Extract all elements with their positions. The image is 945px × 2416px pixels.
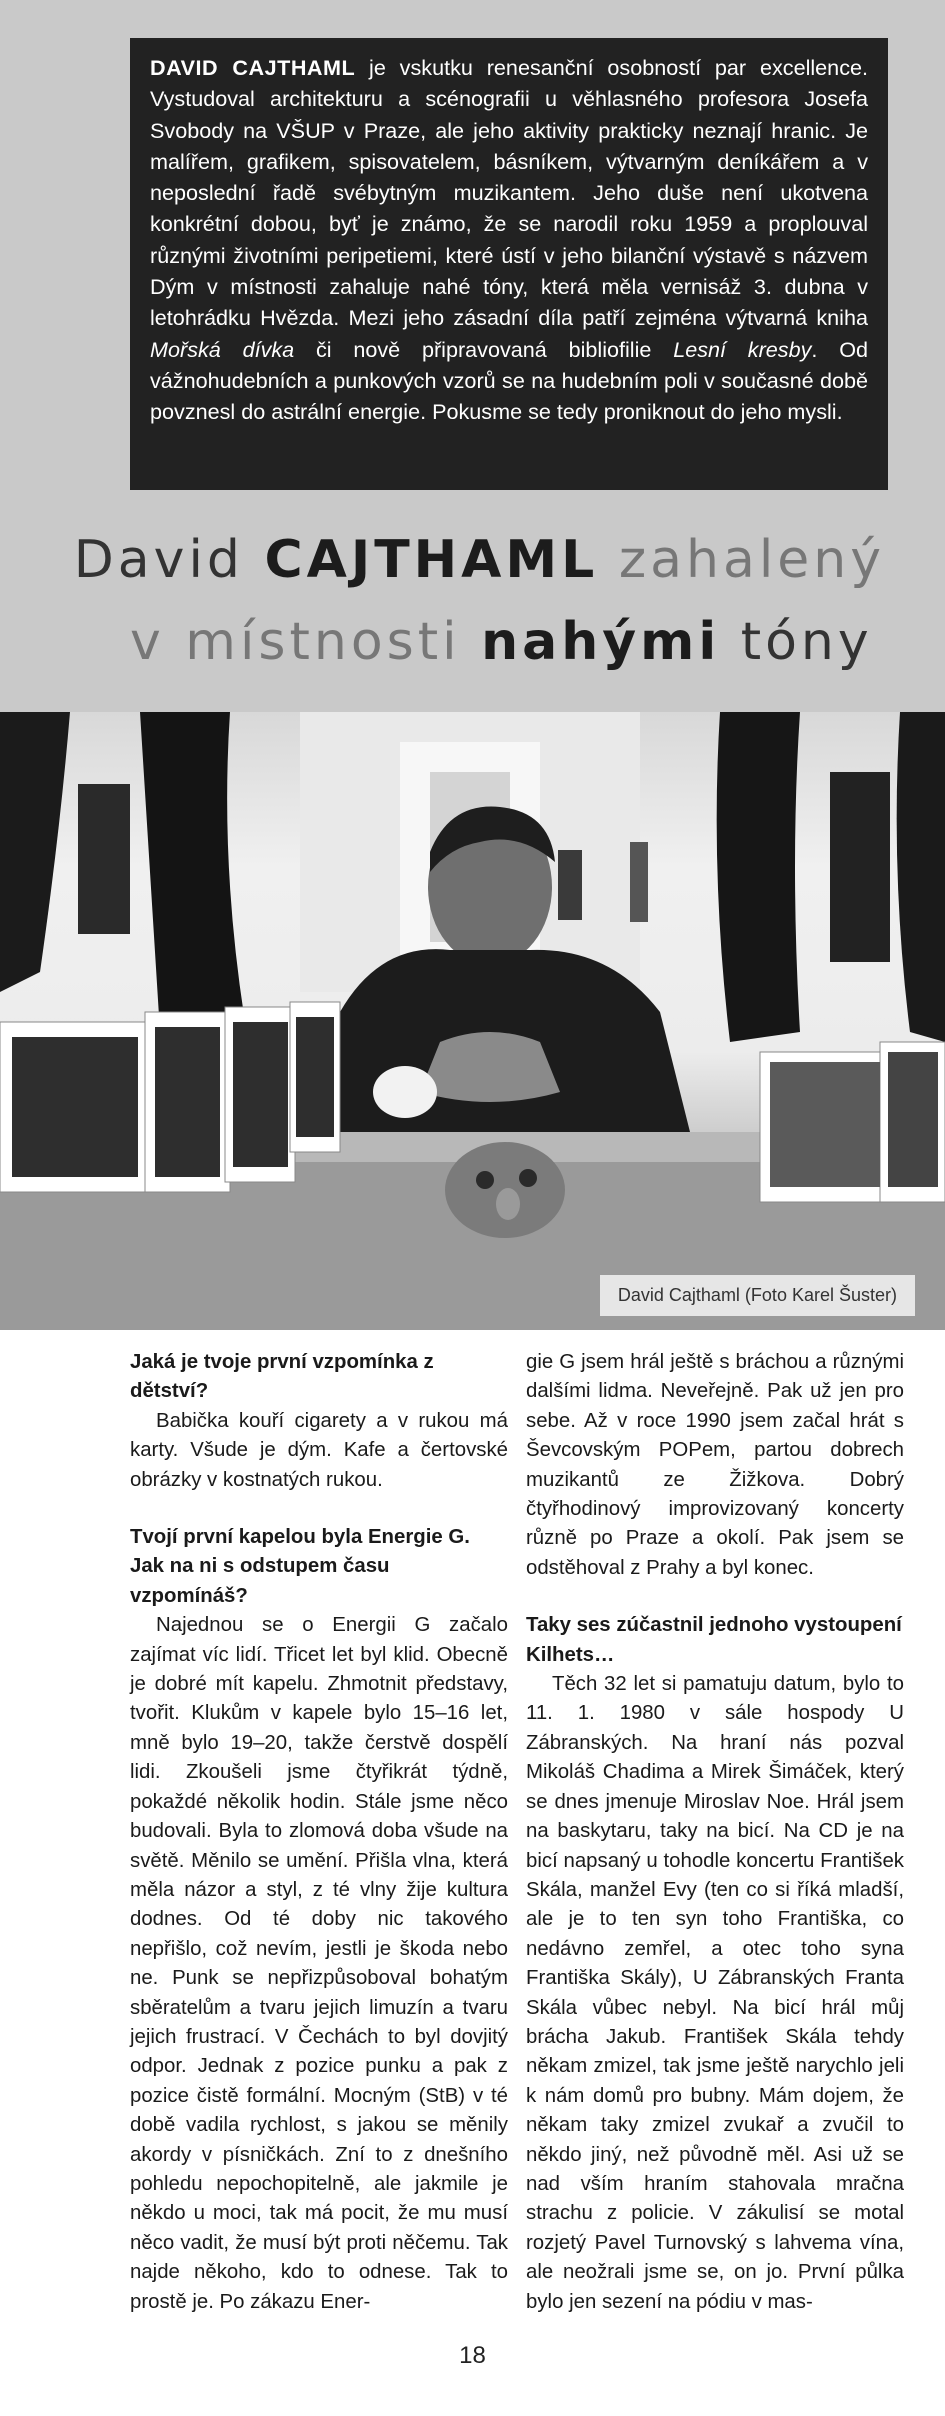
answer-3: Těch 32 let si pamatuju datum, bylo to 11. 1. 1980 v sále hospody U Zábranských. Na hraní nás pozval Mikoláš Chadima a Mirek Šimáček, který se dnes jmenuje Miroslav Noe. Hrál jsem na baskytaru, taky na bicí. Na CD je na bicí napsaný u tohodle koncertu František Skála, manžel Evy (ten co si říká mladší, ale je to ten syn toho Františka, co nedávno zemřel, a otec toho syna Františka Skály), U Zábranských Franta Skála vůbec nebyl. Na bicí hrál můj brácha Jakub. František Skála tehdy někam zmizel, tak jsme ještě narychlo jeli k nám domů pro bubny. Mám dojem, že někam taky zmizel zvukař a zvučil to někdo jiný, než původně měl. Asi už se nad vším hraním stahovala mračna strachu z policie. V zákulisí se motal rozjetý Pavel Turnovský s lahvema vína, ale neožrali jsme se, on jo. První půlka bylo jen sezení na pódiu v mas-: [526, 1673, 904, 2313]
intro-book-title-2: Lesní kresby: [673, 336, 812, 362]
title-first-name: David: [73, 530, 265, 590]
answer-2-part-2: gie G jsem hrál ještě s bráchou a různými dalšími lidma. Neveřejně. Pak už jen pro sebe. Až v roce 1990 jsem začal hrát s Ševcovským POPem, partou dobrech muzikantů ze Žižkova. Dobrý čtyřhodinový improvizovaný koncerty různě po Praze a okolí. Pak jsem se odstěhoval z Prahy a byl konec.: [526, 1351, 904, 1579]
page-number: 18: [459, 2342, 486, 2369]
photo-illustration: [0, 712, 945, 1330]
article-photo: [0, 712, 945, 1330]
intro-text: je vskutku renesanční osobností par excellence. Vystudoval architekturu a scénografii u věhlasného profesora Josefa Svobody na VŠUP v Praze, ale jeho aktivity prakticky neznají hranic. Je malířem, grafikem, spisovatelem, básníkem, výtvarným deníkářem a v neposlední řadě svébytným muzikantem. Jeho duše není ukotvena konkrétní dobou, byť je známo, že se narodil roku 1959 a proplouval různými životními peripetiemi, které ústí v jeho bilanční výstavě s názvem Dým v místnosti zahaluje nahé tóny, která měla vernisáž 3. dubna v letohrádku Hvězda. Mezi jeho zásadní díla patří zejména výtvarná kniha: [150, 55, 868, 331]
article-column-left: [130, 1348, 508, 2317]
title-surname: CAJTHAML: [264, 530, 599, 590]
title-word-zahaleny: zahalený: [598, 530, 885, 590]
title-word-tony: tóny: [720, 612, 873, 672]
title-word-mistnosti: v místnosti: [130, 612, 482, 672]
article-title-line-1: [74, 530, 885, 590]
photo-caption: David Cajthaml (Foto Karel Šuster): [600, 1275, 915, 1316]
intro-text-3: . Od vážnohudebních a punkových vzorů se na hudebním poli v současné době povznesl do astrální energie. Pokusme se tedy proniknout do jeho mysli.: [150, 336, 868, 425]
question-3: Taky ses zúčastnil jednoho vystoupení Kilhets…: [526, 1614, 902, 1666]
question-2: Tvojí první kapelou byla Energie G. Jak na ni s odstupem času vzpomínáš?: [130, 1526, 470, 1607]
question-1: Jaká je tvoje první vzpomínka z dětství?: [130, 1351, 434, 1403]
intro-text-2: či nově připravovaná bibliofilie: [294, 336, 674, 362]
intro-author-name: DAVID CAJTHAML: [150, 55, 356, 80]
article-column-right: [526, 1348, 904, 2317]
answer-1: Babička kouří cigarety a v rukou má karty. Všude je dým. Kafe a čertovské obrázky v kostnatých rukou.: [130, 1409, 508, 1491]
intro-box: [130, 38, 888, 490]
answer-2-part-1: Najednou se o Energii G začalo zajímat víc lidí. Třicet let byl klid. Obecně je dobré mít kapelu. Zhmotnit představy, tvořit. Klukům v kapele bylo 15–16 let, mně bylo 19–20, takže čerstvě dospělí lidi. Zkoušeli jsme čtyřikrát týdně, pokaždé několik hodin. Stále jsme něco budovali. Byla to zlomová doba všude na světě. Měnilo se umění. Přišla vlna, která měla názor a styl, z té vlny žije kultura dodnes. Od té doby nic takového nepřišlo, což nevím, jestli je škoda nebo ne. Punk se nepřizpůsoboval bohatým sběratelům a tvaru jejich limuzín a tvaru jejich frustrací. V Čechách to byl dovjitý odpor. Jednak z pozice punku a pak z pozice čistě formální. Mocným (StB) v té době vadila rychlost, s jakou se měnily akordy v písničkách. Zní to z dnešního pohledu nepochopitelně, ale jakmile je někdo u moci, tak má pocit, že mu musí něco vadit, že musí být proti něčemu. Tak najde někoho, kdo to odnese. Tak to prostě je. Po zákazu Ener-: [130, 1614, 508, 2313]
intro-book-title-1: Mořská dívka: [150, 336, 295, 362]
article-title-line-2: [130, 612, 873, 672]
title-word-nahymi: nahými: [481, 612, 721, 672]
